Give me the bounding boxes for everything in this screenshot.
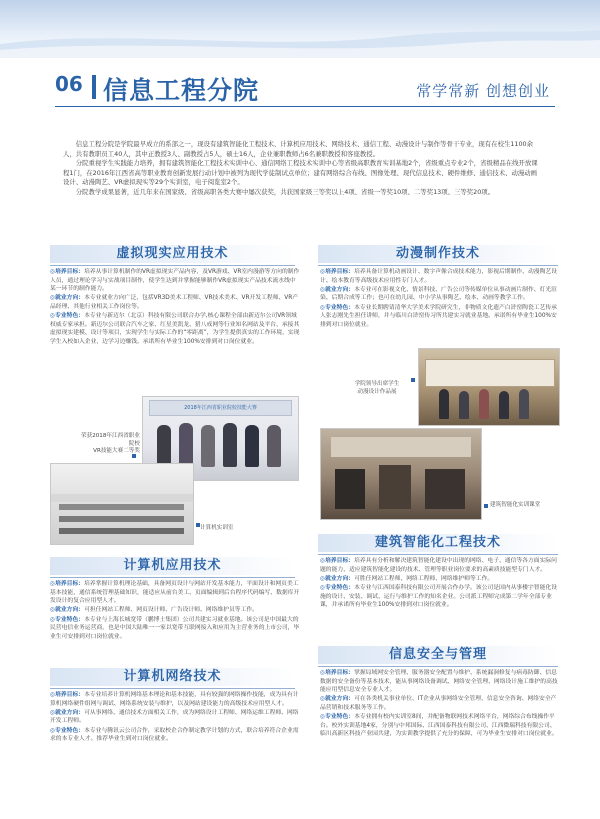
award-banner: 2018年江西省职业院校技能大赛: [149, 400, 292, 416]
title-underline: [55, 106, 555, 107]
intro-paragraph: 信息工程分院是学院最早成立的系部之一，现设有建筑智能化工程技术、计算机应用技术、网络技术、通信工程、动漫设计与制作等骨干专业，现有在校生1100余人，共有教职员工40人，其中正教授3人、副教授占5人，硕士16人，企业兼职教师占6名兼职教授和客座教授。: [63, 140, 534, 158]
card-title-net: 计算机网络技术: [50, 668, 295, 686]
caption-marker: [132, 454, 136, 458]
wave-decoration: [0, 22, 600, 58]
page-title: 信息工程分院: [103, 76, 260, 105]
card-title-sec: 信息安全与管理: [318, 646, 558, 664]
lab-photo: [50, 463, 194, 545]
card-title-anim: 动漫制作技术: [318, 245, 558, 263]
card-body-app: ◎培养目标：培养掌握计算机理论基础，具备网页设计与网站开发基本能力，平面设计和网页美工基本技能，通信系统管理基础知识，能适应从前台美工、页面编辑到后台程序代码编写、数据库开发设计的复合应用型人才。 ◎就业方向：可担任网站工程师、网页设计师、广告设计师、网络维护员等工作。 ◎专业特色：本专业与上海长城宽带（鹏博士集团）公司共建实习就业基地。该公司是中国最大的民营电信业务运营商，也是中国大陆唯一一家以宽带互联网接入和应用为主营业务的上市公司，毕业生可安排到对口岗位就业。: [50, 581, 300, 640]
caption-marker: [484, 504, 488, 508]
card-body-sec: ◎培养目标：掌握局域网安全管理、服务器安全配置与维护、系统漏洞修复与病毒防御、信息数据的安全备份等基本技术，能从事网络设备调试、网络安全管理、网络设计施工维护的高技能应用型信息安全专业人才。 ◎就业方向：可在各类机关事业单位、IT企业从事网络安全管理、信息安全咨询、网络安全产品营销和技术服务等工作。 ◎专业特色：本专业拥有校内实训室8间，并配备物联网技术网络平台，网络综合布线操作平台。校外实训基地4家，分别与中邦国际、江西国泰科技有限公司、江西微瑞科技有限公司、临川高新区科技产业园共建，为实训教学提供了充分的保障，可为毕业生安排对口岗位就业。: [320, 670, 558, 738]
exhibition-caption: 学院领导出席学生 动漫设计作品展: [354, 381, 400, 395]
section-header: [55, 72, 555, 106]
page-footer: [0, 808, 600, 819]
section-divider: [92, 75, 96, 99]
section-number: 06: [55, 72, 83, 96]
card-body-vr: ◎培养目标：培养从事计算机制作的VR虚拟现实产品内容，及VR游戏、VR室内漫游等方向的制作人员，通过理论学习与实战项目制作，使学生达到并掌握能够制作VR虚拟现实产品技术流水线中某一环节的制作能力。 ◎就业方向：本专业就业方向广泛，包括VR3D美术工程师、VR技术美术、VR开发工程师、VR产品经理、其他行业相关工作岗位等。 ◎专业特色：本专业与新迈尔（北京）科技有限公司联合办学,核心课程全部由新迈尔公司VR领域权威专家承担。新迈尔公司联合汽车之家、红星美凯龙、猎八戒网等行业知名网站及平台，承接其虚拟现实建模、设计等项目，实现学生与实际工作的“零距离”，为学生提供真实的工作环境，实现学生入校如入企业，边学习边赚钱。承诺所有毕业生100%安排到对口岗位就业。: [50, 269, 300, 345]
intro-paragraph: 分院重视学生实践能力培养，拥有建筑智能化工程技术实训中心、通信网络工程技术实训中心等省级高职教育实训基地2个，省级重点专业2个，省级精品在线开放课程1门，在2016年江西省高等职业教育创新发展行动计划中被列为现代学徒制试点单位；建有网络综合布线、图像处理、现代信息技术、硬件维修、通信技术、动漫动画设计、动漫陶艺、VR虚拟现实等29个实训室，电子阅览室2个。: [63, 159, 538, 187]
classroom-caption: 建筑智能化实训课堂: [490, 502, 541, 508]
intro-paragraph: 分院教学成果显著，近几年来在国家级、省级高职各类大赛中屡次获奖，共获国家级三等奖以上4项、省级一等奖10项、二等奖13项、三等奖20项。: [75, 187, 495, 196]
award-caption: 荣获2018年江西省职业院校 VR技能大赛二等奖: [81, 433, 140, 454]
classroom-photo: [320, 428, 482, 520]
exhibition-photo: [418, 348, 560, 426]
card-title-vr: 虚拟现实应用技术: [50, 245, 295, 263]
intro-text: [63, 140, 543, 198]
card-title-app: 计算机应用技术: [50, 557, 295, 575]
card-body-anim: ◎培养目标：培养具备计算机动画设计、数字声像合成技术能力，影视后期制作、动漫陶艺设计、绘本教育等高级技术应用性专门人才。 ◎就业方向：本专业可在影视文化、情景科技、广告公司等传媒单位从事动画片制作、灯光渲染、后期合成等工作；也可在幼儿园、中小学从事陶艺、绘本、动画等教学工作。 ◎专业特色：本专业长期聘请清华大学美术学院研究生，非物质文化遗产白浒窑陶瓷工艺传承人张志刚先生担任讲师，并与临川白浒窑传习所共建实习就业基地。承诺所有毕业生100%安排到对口岗位就业。: [320, 269, 557, 328]
lab-caption: 计算机实训室: [200, 525, 234, 531]
card-title-bim: 建筑智能化工程技术: [318, 534, 558, 552]
card-body-bim: ◎培养目标：培养具有分析和解决建筑智能化建设中出现的网络、电子、通信等各方面实际问题的能力，适应建筑智能化建设的技术、管理等职业岗位要求的高素质技能型专门人才。 ◎就业方向：可胜任网站工程师、网络工程师、网络维护师等工作。 ◎专业特色：本专业与江西国泰科技有限公司开展合作办学。该公司是国内从事楼宇智能化设施的设计、安装、调试、运行与维护工作的知名企业。公司派工程师完成第二学年全部专业课，并承诺所有毕业生100%安排到对口岗位就业。: [320, 558, 557, 609]
slogan: 常学常新 创想创业: [416, 82, 550, 100]
card-body-net: ◎培养目标：本专业培养计算机网络基本理论和基本技能，具有较强的网络操作技能，成为具有计算机网络硬件组网与调试、网络系统安装与维护，以及网站建设能力的高级技术应用型人才。 ◎就业方向：可从事网络、通信技术方面相关工作，成为网络设计工程师、网络运维工程师、网络开发工程师。 ◎专业特色：本专业与腾讯云公司合作，采取校企合作制定教学计划的方式，联合培养符合企业需求的本专业人才。推荐毕业生到对口岗位就业。: [50, 692, 299, 743]
header-band: [0, 0, 600, 58]
